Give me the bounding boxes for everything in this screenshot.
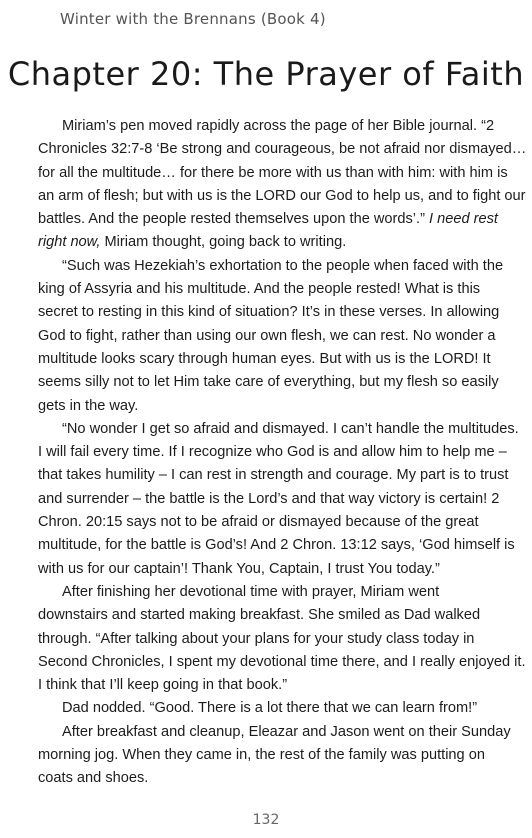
text-line [38, 558, 522, 581]
text-line [38, 301, 522, 324]
text-line [62, 697, 522, 720]
text-line [62, 255, 522, 278]
line-text: an arm of flesh; but with us is the LORD our God to help us, and to fight our [38, 187, 526, 204]
line-text: God to fight, rather than using our own flesh, we can rest. No wonder a [38, 327, 496, 344]
text-line [38, 278, 522, 301]
line-text: Second Chronicles, I spent my devotional time there, and I really enjoyed it. [38, 653, 526, 670]
text-line [38, 138, 527, 161]
line-text: gets in the way. [38, 397, 139, 414]
line-text: king of Assyria and his multitude. And the people rested! What is this [38, 281, 481, 298]
line-text: After breakfast and cleanup, Eleazar and Jason went on their Sunday [62, 723, 511, 740]
line-text: multitude, for the battle is God’s! And 2 Chron. 13:12 says, ‘God himself is [38, 537, 515, 554]
line-text: Miriam’s pen moved rapidly across the page of her Bible journal. “2 [62, 118, 495, 134]
text-line [38, 441, 522, 464]
text-line [38, 628, 522, 651]
text-line [62, 581, 522, 604]
chapter-title: Chapter 20: The Prayer of Faith [7, 55, 525, 93]
line-text: through. “After talking about your plans for your study class today in [38, 630, 475, 647]
text-line [38, 231, 522, 254]
text-line [62, 418, 522, 441]
line-text: “No wonder I get so afraid and dismayed. I can’t handle the multitudes. [62, 420, 519, 437]
text-line [38, 744, 522, 767]
text-line [38, 767, 522, 790]
line-text: coats and shoes. [38, 770, 149, 787]
line-text: battles. And the people rested themselves upon the words’.” [38, 211, 430, 228]
text-line [38, 534, 522, 557]
line-text: “Such was Hezekiah’s exhortation to the people when faced with the [62, 257, 504, 274]
page-number: 132 [252, 812, 280, 828]
italic-thought: right now, [38, 234, 101, 251]
text-line [62, 115, 522, 138]
line-text: downstairs and started making breakfast. She smiled as Dad walked [38, 607, 481, 624]
text-line [38, 674, 522, 697]
text-line [62, 721, 522, 744]
line-text: I will fail every time. If I recognize who God is and allow him to help me – [38, 444, 507, 461]
text-line [38, 371, 522, 394]
line-text: Dad nodded. “Good. There is a lot there that we can learn from!” [62, 700, 478, 717]
line-text: morning jog. When they came in, the rest of the family was putting on [38, 747, 485, 764]
line-text: secret to resting in this kind of situation? It’s in these verses. In allowing [38, 304, 500, 321]
text-line [38, 395, 522, 418]
line-text: I think that I’ll keep going in that book.” [38, 677, 288, 694]
italic-thought: I need rest [429, 211, 498, 228]
line-text: multitude looks scary through human eyes. But with us is the LORD! It [38, 350, 491, 367]
chapter-body-text [38, 115, 527, 791]
text-line [38, 488, 522, 511]
running-head: Winter with the Brennans (Book 4) [60, 10, 326, 28]
line-text: Chronicles 32:7-8 ‘Be strong and courageous, be not afraid nor dismayed… [38, 141, 527, 158]
text-line [38, 464, 522, 487]
text-line [38, 604, 522, 627]
text-line [38, 511, 522, 534]
text-line [38, 185, 526, 208]
line-text: After finishing her devotional time with prayer, Miriam went [62, 583, 440, 600]
text-line [38, 325, 522, 348]
text-line [38, 208, 522, 231]
text-line [38, 162, 522, 185]
line-text: Miriam thought, going back to writing. [100, 234, 347, 251]
line-text: that takes humility – I can rest in strength and courage. My part is to trust [38, 467, 509, 484]
line-text: with us for our captain’! Thank You, Captain, I trust You today.” [38, 560, 440, 577]
line-text: seems silly not to let Him take care of everything, but my flesh so easily [38, 374, 499, 391]
line-text: and surrender – the battle is the Lord’s and that way victory is certain! 2 [38, 490, 500, 507]
text-line [38, 348, 522, 371]
text-line [38, 651, 526, 674]
line-text: Chron. 20:15 says not to be afraid or dismayed because of the great [38, 514, 479, 531]
line-text: for all the multitude… for there be more with us than with him: with him is [38, 164, 508, 181]
